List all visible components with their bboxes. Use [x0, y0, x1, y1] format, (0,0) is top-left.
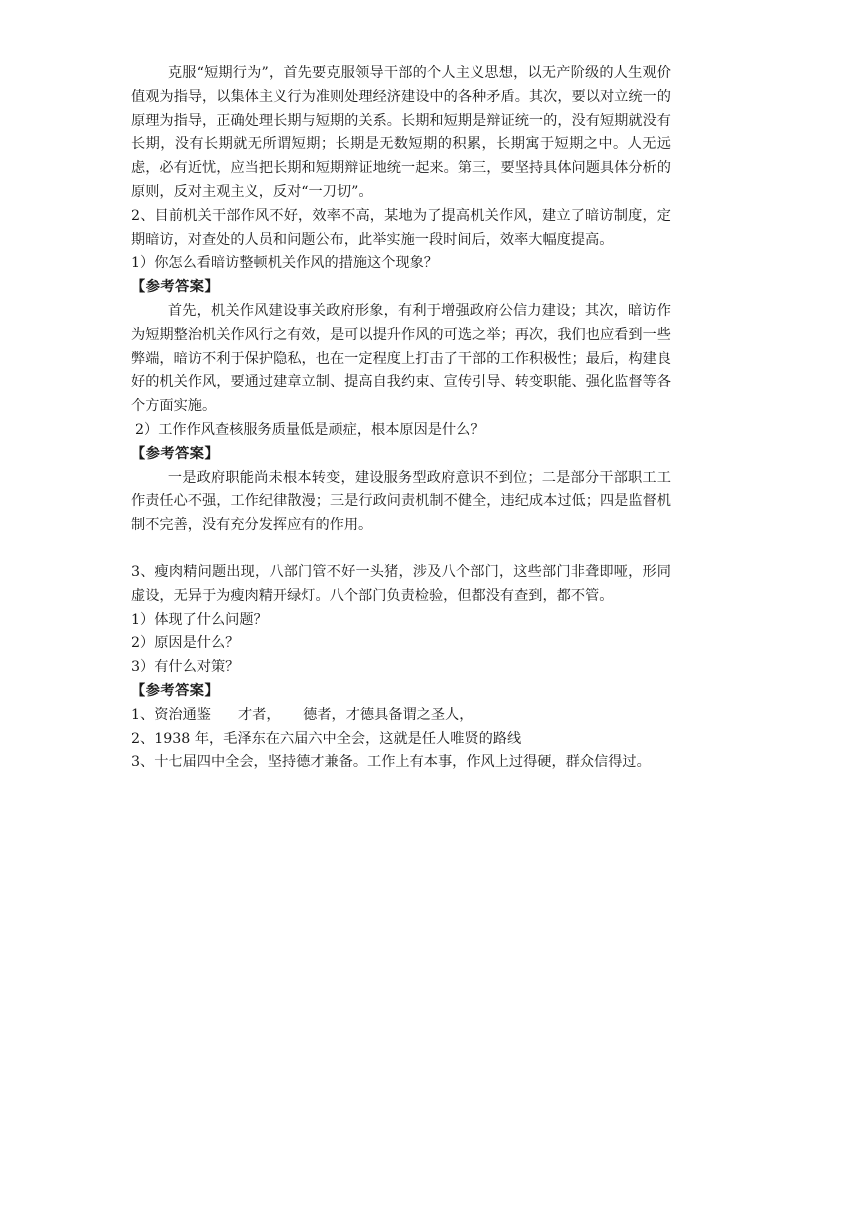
question-2-stem: 2、目前机关干部作风不好，效率不高，某地为了提高机关作风，建立了暗访制度，定期暗访，对查处的人员和问题公布，此举实施一段时间后，效率大幅度提高。	[131, 207, 671, 248]
intro-paragraph: 克服“短期行为”，首先要克服领导干部的个人主义思想，以无产阶级的人生观价值观为指导，以集体主义行为准则处理经济建设中的各种矛盾。其次，要以对立统一的原理为指导，正确处理长期与短期的关系。长期和短期是辩证统一的，没有短期就没有长期，没有长期就无所谓短期；长期是无数短期的积累，长期寓于短期之中。人无远虑，必有近忧，应当把长期和短期辩证地统一起来。第三，要坚持具体问题具体分析的原则，反对主观主义，反对“一刀切”。	[131, 65, 671, 200]
answer-2-2: 一是政府职能尚未根本转变，建设服务型政府意识不到位；二是部分干部职工工作责任心不强，工作纪律散漫；三是行政问责机制不健全，违纪成本过低；四是监督机制不完善，没有充分发挥应有的作用。	[131, 469, 671, 534]
question-3-sub-1: 1）体现了什么问题？	[131, 611, 268, 628]
question-3-stem: 3、瘦肉精问题出现，八部门管不好一头猪，涉及八个部门，这些部门非聋即哑，形同虚设，无异于为瘦肉精开绿灯。八个部门负责检验，但都没有查到，都不管。	[131, 563, 671, 604]
blank-line	[131, 538, 671, 561]
answer-label-2-2: 【参考答案】	[131, 445, 220, 462]
answer-3-line-2: 2、1938 年，毛泽东在六届六中全会，这就是任人唯贤的路线	[131, 730, 522, 747]
question-3-sub-3: 3）有什么对策？	[131, 659, 240, 676]
question-3-sub-2: 2）原因是什么？	[131, 635, 240, 652]
answer-3-line-3: 3、十七届四中全会，坚持德才兼备。工作上有本事，作风上过得硬，群众信得过。	[131, 754, 651, 771]
answer-2-1: 首先，机关作风建设事关政府形象，有利于增强政府公信力建设；其次，暗访作为短期整治机关作风行之有效，是可以提升作风的可选之举；再次，我们也应看到一些弊端，暗访不利于保护隐私，也在一定程度上打击了干部的工作积极性；最后，构建良好的机关作风，要通过建章立制、提高自我约束、宣传引导、转变职能、强化监督等各个方面实施。	[131, 302, 671, 415]
document-page	[131, 62, 671, 775]
question-2-sub-1: 1）你怎么看暗访整顿机关作风的措施这个现象？	[131, 255, 438, 272]
answer-3-line-1: 1、资治通鉴 才者， 德者，才德具备谓之圣人，	[131, 706, 474, 723]
answer-label-3: 【参考答案】	[131, 682, 220, 699]
answer-label-2-1: 【参考答案】	[131, 279, 220, 296]
question-2-sub-2: 2）工作作风查核服务质量低是顽症，根本原因是什么？	[135, 421, 485, 438]
